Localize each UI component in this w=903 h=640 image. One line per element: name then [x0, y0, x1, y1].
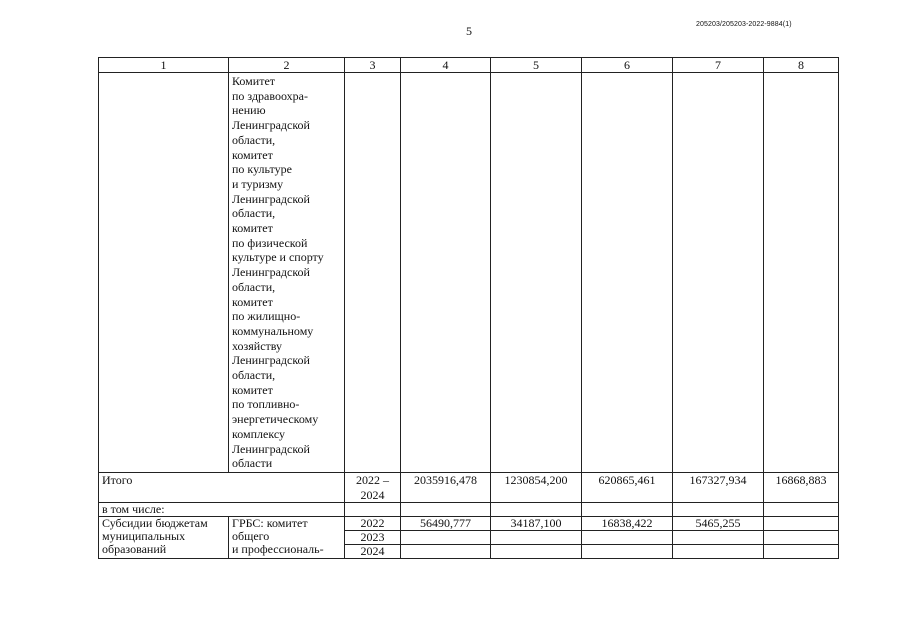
total-value: 2035916,478 — [401, 472, 491, 502]
subsidy-value: 56490,777 — [401, 517, 491, 531]
total-value: 1230854,200 — [491, 472, 582, 502]
year-cell: 2023 — [345, 531, 401, 545]
empty-cell — [491, 503, 582, 517]
empty-cell — [582, 545, 673, 559]
subsidy-value: 5465,255 — [673, 517, 764, 531]
empty-cell — [764, 503, 839, 517]
column-number: 6 — [582, 58, 673, 73]
total-value: 167327,934 — [673, 472, 764, 502]
empty-cell — [764, 73, 839, 473]
column-number: 7 — [673, 58, 764, 73]
total-value: 620865,461 — [582, 472, 673, 502]
column-number: 8 — [764, 58, 839, 73]
empty-cell — [764, 545, 839, 559]
document-id: 205203/205203-2022-9884(1) — [696, 21, 792, 28]
continuation-row — [99, 73, 839, 473]
empty-cell — [673, 531, 764, 545]
empty-cell — [582, 503, 673, 517]
empty-cell — [491, 531, 582, 545]
page-number: 5 — [466, 24, 472, 38]
empty-cell — [345, 503, 401, 517]
empty-cell — [401, 545, 491, 559]
responsible-committees-cell: Комитет по здравоохра- нению Ленинградской области, комитет по культуре и туризму Ленинградской области, комитет по физической культуре и спорту Ленинградской области, комитет по жилищно- коммунальному хозяйству Ленинградской области, комитет по топливно- энергетическому комплексу Ленинградской области — [229, 73, 345, 473]
empty-cell — [401, 503, 491, 517]
empty-cell — [401, 73, 491, 473]
empty-cell — [582, 531, 673, 545]
total-row — [99, 472, 839, 502]
subsidy-label: Субсидии бюджетам муниципальных образований — [99, 517, 229, 559]
including-label: в том числе: — [99, 503, 345, 517]
empty-cell — [491, 545, 582, 559]
subsidy-value: 16838,422 — [582, 517, 673, 531]
budget-table — [98, 57, 839, 559]
subsidy-row-2022 — [99, 517, 839, 531]
total-value: 16868,883 — [764, 472, 839, 502]
year-cell: 2024 — [345, 545, 401, 559]
empty-cell — [345, 73, 401, 473]
subsidy-value: 34187,100 — [491, 517, 582, 531]
column-number: 1 — [99, 58, 229, 73]
column-number: 5 — [491, 58, 582, 73]
empty-cell — [401, 531, 491, 545]
subsidy-value — [764, 517, 839, 531]
total-period: 2022 – 2024 — [345, 472, 401, 502]
column-number: 3 — [345, 58, 401, 73]
grbs-label: ГРБС: комитет общего и профессиональ- — [229, 517, 345, 559]
empty-cell — [582, 73, 673, 473]
total-label: Итого — [99, 472, 345, 502]
empty-cell — [491, 73, 582, 473]
empty-cell — [764, 531, 839, 545]
column-number-row — [99, 58, 839, 73]
empty-cell — [673, 545, 764, 559]
empty-cell — [99, 73, 229, 473]
empty-cell — [673, 73, 764, 473]
column-number: 4 — [401, 58, 491, 73]
empty-cell — [673, 503, 764, 517]
year-cell: 2022 — [345, 517, 401, 531]
column-number: 2 — [229, 58, 345, 73]
including-row — [99, 503, 839, 517]
